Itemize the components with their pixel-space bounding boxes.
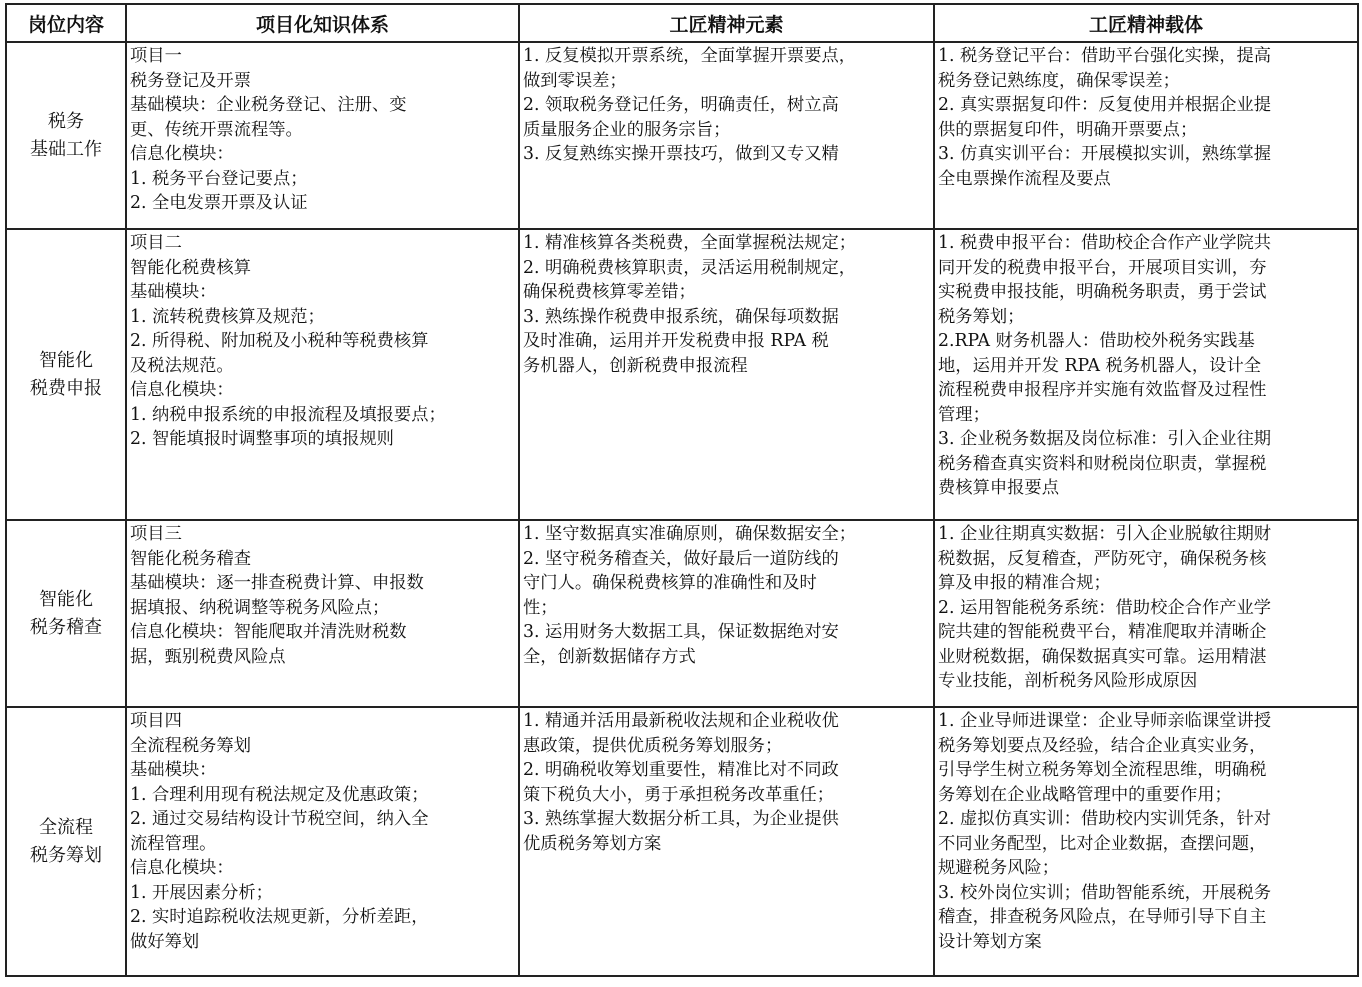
knowledge-line: 2. 通过交易结构设计节税空间，纳入全 <box>130 809 429 829</box>
knowledge-line: 基础模块：企业税务登记、注册、变 <box>130 95 407 115</box>
carriers-line: 设计筹划方案 <box>938 931 1042 952</box>
header-row <box>6 4 1358 42</box>
knowledge-line: 据，甄别税费风险点 <box>130 646 286 667</box>
carriers-line: 2.RPA 财务机器人：借助校外税务实践基 <box>938 331 1255 351</box>
carriers-cell <box>934 707 1358 976</box>
position-cell <box>6 520 126 707</box>
elements-line: 3. 运用财务大数据工具，保证数据绝对安 <box>523 622 839 642</box>
carriers-line: 1. 税务登记平台：借助平台强化实操，提高 <box>938 46 1272 66</box>
elements-line: 策下税负大小，勇于承担税务改革重任； <box>523 784 835 805</box>
elements-line: 务机器人，创新税费申报流程 <box>523 355 748 376</box>
position-line: 税务稽查 <box>30 616 102 638</box>
carriers-line: 2. 运用智能税务系统：借助校企合作产业学 <box>938 597 1272 618</box>
position-line: 智能化 <box>39 349 93 371</box>
carriers-line: 规避税务风险； <box>938 858 1059 878</box>
knowledge-line: 信息化模块： <box>130 380 234 400</box>
elements-line: 3. 熟练操作税费申报系统，确保每项数据 <box>523 306 839 327</box>
carriers-line: 税务稽查真实资料和财税岗位职责，掌握税 <box>938 453 1267 474</box>
carriers-cell <box>934 520 1358 707</box>
carriers-line: 业财税数据，确保数据真实可靠。运用精湛 <box>938 646 1267 667</box>
knowledge-line: 项目三 <box>130 524 182 544</box>
knowledge-line: 信息化模块： <box>130 144 234 164</box>
carriers-line: 地，运用并开发 RPA 税务机器人，设计全 <box>938 355 1262 376</box>
carriers-line: 供的票据复印件，明确开票要点； <box>938 119 1198 140</box>
header-knowledge: 项目化知识体系 <box>126 4 519 42</box>
knowledge-line: 信息化模块：智能爬取并清洗财税数 <box>130 622 407 642</box>
carriers-line: 管理； <box>938 404 990 425</box>
knowledge-line: 全流程税务筹划 <box>130 735 251 756</box>
carriers-cell <box>934 229 1358 520</box>
carriers-line: 算及申报的精准合规； <box>938 573 1111 593</box>
carriers-line: 3. 企业税务数据及岗位标准：引入企业往期 <box>938 429 1272 449</box>
carriers-line: 引导学生树立税务筹划全流程思维，明确税 <box>938 760 1267 780</box>
knowledge-line: 流程管理。 <box>130 833 217 854</box>
knowledge-cell <box>126 520 519 707</box>
carriers-line: 3. 仿真实训平台：开展模拟实训，熟练掌握 <box>938 144 1272 164</box>
carriers-line: 院共建的智能税费平台，精准爬取并清晰企 <box>938 622 1267 642</box>
carriers-line: 不同业务配型，比对企业数据，查摆问题， <box>938 833 1267 854</box>
position-line: 税务 <box>48 110 84 132</box>
elements-line: 2. 明确税费核算职责，灵活运用税制规定， <box>523 257 857 278</box>
policy-table <box>5 3 1359 977</box>
carriers-line: 全电票操作流程及要点 <box>938 168 1111 189</box>
carriers-line: 1. 税费申报平台：借助校企合作产业学院共 <box>938 233 1272 253</box>
elements-line: 3. 熟练掌握大数据分析工具，为企业提供 <box>523 809 839 829</box>
elements-cell <box>519 707 934 976</box>
carriers-line: 实税费申报技能，明确税务职责，勇于尝试 <box>938 282 1267 302</box>
elements-line: 守门人。确保税费核算的准确性和及时 <box>523 573 817 593</box>
position-line: 全流程 <box>39 816 93 838</box>
carriers-line: 费核算申报要点 <box>938 478 1059 498</box>
knowledge-line: 2. 全电发票开票及认证 <box>130 193 308 213</box>
elements-line: 1. 精准核算各类税费，全面掌握税法规定； <box>523 233 857 253</box>
knowledge-cell <box>126 229 519 520</box>
knowledge-line: 1. 税务平台登记要点； <box>130 168 308 189</box>
carriers-line: 专业技能，剖析税务风险形成原因 <box>938 671 1198 691</box>
elements-line: 确保税费核算零差错； <box>523 282 696 302</box>
elements-line: 2. 领取税务登记任务，明确责任，树立高 <box>523 95 839 115</box>
position-cell <box>6 707 126 976</box>
knowledge-line: 项目二 <box>130 233 182 253</box>
carriers-line: 税数据，反复稽查，严防死守，确保税务核 <box>938 548 1267 569</box>
knowledge-line: 2. 所得税、附加税及小税种等税费核算 <box>130 331 429 351</box>
knowledge-line: 信息化模块： <box>130 858 234 878</box>
carriers-line: 稽查，排查税务风险点，在导师引导下自主 <box>938 907 1267 927</box>
knowledge-line: 更、传统开票流程等。 <box>130 119 303 140</box>
knowledge-line: 1. 流转税费核算及规范； <box>130 306 325 327</box>
elements-cell <box>519 520 934 707</box>
elements-line: 2. 坚守税务稽查关，做好最后一道防线的 <box>523 548 839 569</box>
table-row <box>6 229 1358 520</box>
knowledge-line: 智能化税费核算 <box>130 257 251 278</box>
knowledge-line: 1. 纳税申报系统的申报流程及填报要点； <box>130 404 446 425</box>
knowledge-line: 做好筹划 <box>130 931 200 952</box>
carriers-line: 2. 真实票据复印件：反复使用并根据企业提 <box>938 95 1272 115</box>
carriers-line: 税务筹划； <box>938 306 1025 327</box>
knowledge-line: 1. 开展因素分析； <box>130 882 273 903</box>
carriers-line: 同开发的税费申报平台，开展项目实训，夯 <box>938 257 1267 278</box>
carriers-line: 2. 虚拟仿真实训：借助校内实训凭条，针对 <box>938 809 1272 829</box>
position-line: 税费申报 <box>30 377 102 399</box>
knowledge-line: 基础模块： <box>130 760 217 780</box>
header-carriers: 工匠精神载体 <box>934 4 1358 42</box>
knowledge-line: 基础模块： <box>130 282 217 302</box>
position-line: 基础工作 <box>30 138 102 160</box>
elements-line: 及时准确，运用并开发税费申报 RPA 税 <box>523 331 829 351</box>
knowledge-line: 基础模块：逐一排查税费计算、申报数 <box>130 573 424 593</box>
table-row <box>6 520 1358 707</box>
header-position: 岗位内容 <box>6 4 126 42</box>
knowledge-line: 1. 合理利用现有税法规定及优惠政策； <box>130 784 429 805</box>
position-cell <box>6 42 126 229</box>
table-row <box>6 42 1358 229</box>
knowledge-line: 2. 实时追踪税收法规更新，分析差距， <box>130 907 429 927</box>
elements-line: 1. 精通并活用最新税收法规和企业税收优 <box>523 711 839 731</box>
knowledge-cell <box>126 707 519 976</box>
elements-line: 2. 明确税收筹划重要性，精准比对不同政 <box>523 760 839 780</box>
knowledge-line: 税务登记及开票 <box>130 70 251 91</box>
elements-line: 惠政策，提供优质税务筹划服务； <box>523 735 783 756</box>
header-elements: 工匠精神元素 <box>519 4 934 42</box>
carriers-line: 税务登记熟练度，确保零误差； <box>938 70 1180 91</box>
elements-line: 3. 反复熟练实操开票技巧，做到又专又精 <box>523 144 839 164</box>
carriers-line: 税务筹划要点及经验，结合企业真实业务， <box>938 735 1267 756</box>
carriers-line: 1. 企业往期真实数据：引入企业脱敏往期财 <box>938 524 1272 544</box>
elements-line: 质量服务企业的服务宗旨； <box>523 119 731 140</box>
elements-line: 全，创新数据储存方式 <box>523 646 696 667</box>
carriers-line: 务筹划在企业战略管理中的重要作用； <box>938 784 1232 805</box>
knowledge-line: 智能化税务稽查 <box>130 548 251 569</box>
knowledge-line: 2. 智能填报时调整事项的填报规则 <box>130 429 394 449</box>
elements-cell <box>519 42 934 229</box>
carriers-cell <box>934 42 1358 229</box>
elements-line: 1. 坚守数据真实准确原则，确保数据安全； <box>523 524 857 544</box>
elements-cell <box>519 229 934 520</box>
carriers-line: 流程税费申报程序并实施有效监督及过程性 <box>938 380 1267 400</box>
carriers-line: 1. 企业导师进课堂：企业导师亲临课堂讲授 <box>938 711 1272 731</box>
knowledge-line: 项目四 <box>130 711 182 731</box>
knowledge-line: 及税法规范。 <box>130 355 234 376</box>
position-line: 智能化 <box>39 588 93 610</box>
carriers-line: 3. 校外岗位实训；借助智能系统，开展税务 <box>938 882 1272 903</box>
elements-line: 优质税务筹划方案 <box>523 833 662 854</box>
position-cell <box>6 229 126 520</box>
knowledge-cell <box>126 42 519 229</box>
elements-line: 性； <box>523 597 558 618</box>
knowledge-line: 项目一 <box>130 46 182 66</box>
elements-line: 做到零误差； <box>523 70 627 91</box>
position-line: 税务筹划 <box>30 844 102 866</box>
knowledge-line: 据填报、纳税调整等税务风险点； <box>130 597 390 618</box>
elements-line: 1. 反复模拟开票系统，全面掌握开票要点， <box>523 46 857 66</box>
table-row <box>6 707 1358 976</box>
